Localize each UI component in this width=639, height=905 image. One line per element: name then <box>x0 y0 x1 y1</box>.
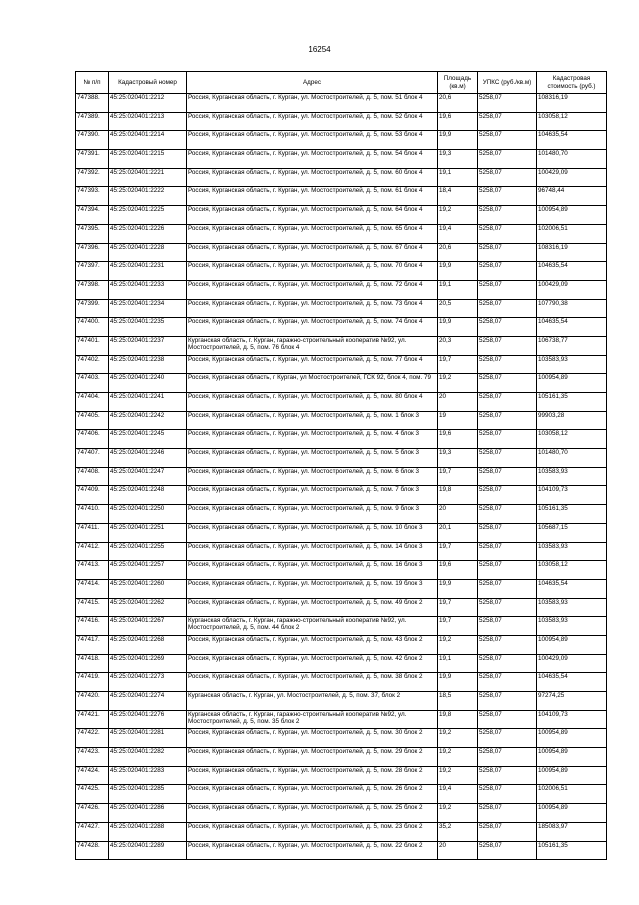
cadastral-number-cell: 45:25:020401:2235 <box>109 318 187 337</box>
table-row <box>76 411 607 430</box>
row-number-cell: 747409. <box>76 486 109 505</box>
upks-cell: 5258,07 <box>478 654 537 673</box>
cadastral-cost-cell: 103583,93 <box>537 542 607 561</box>
cadastral-cost-cell: 97274,25 <box>537 692 607 711</box>
cadastral-number-cell: 45:25:020401:2225 <box>109 206 187 225</box>
cadastral-cost-cell: 102006,51 <box>537 224 607 243</box>
cadastral-number-cell: 45:25:020401:2233 <box>109 280 187 299</box>
header-cadastral-cost: Кадастровая стоимость (руб.) <box>537 72 607 94</box>
upks-cell: 5258,07 <box>478 561 537 580</box>
address-cell: Россия, Курганская область, г Курган, ул Мостостроителей, ГСК 92, блок 4, пом. 79 <box>187 374 438 393</box>
cadastral-cost-cell: 104635,54 <box>537 318 607 337</box>
header-address: Адрес <box>187 72 438 94</box>
area-cell: 19,6 <box>438 561 478 580</box>
area-cell: 20 <box>438 393 478 412</box>
row-number-cell: 747414. <box>76 579 109 598</box>
cadastral-number-cell: 45:25:020401:2260 <box>109 579 187 598</box>
cadastral-cost-cell: 101480,70 <box>537 449 607 468</box>
table-row <box>76 617 607 636</box>
address-cell: Россия, Курганская область, г. Курган, ул. Мостостроителей, д. 5, пом. 42 блок 2 <box>187 654 438 673</box>
area-cell: 19,7 <box>438 467 478 486</box>
upks-cell: 5258,07 <box>478 411 537 430</box>
address-cell: Россия, Курганская область, г. Курган, ул. Мостостроителей, д. 5, пом. 65 блок 4 <box>187 224 438 243</box>
cadastral-cost-cell: 100954,89 <box>537 374 607 393</box>
cadastral-cost-cell: 100429,09 <box>537 654 607 673</box>
address-cell: Курганская область, г. Курган, гаражно-строительный кооператив №92, ул. Мостостроителей, д. 5, пом. 35 блок 2 <box>187 710 438 729</box>
address-cell: Россия, Курганская область, г. Курган, ул. Мостостроителей, д. 5, пом. 67 блок 4 <box>187 243 438 262</box>
upks-cell: 5258,07 <box>478 673 537 692</box>
address-cell: Россия, Курганская область, г. Курган, ул. Мостостроителей, д. 5, пом. 52 блок 4 <box>187 112 438 131</box>
cadastral-cost-cell: 108316,19 <box>537 94 607 113</box>
row-number-cell: 747404. <box>76 393 109 412</box>
upks-cell: 5258,07 <box>478 206 537 225</box>
address-cell: Россия, Курганская область, г. Курган, ул. Мостостроителей, д. 5, пом. 70 блок 4 <box>187 262 438 281</box>
area-cell: 19,1 <box>438 168 478 187</box>
table-row <box>76 710 607 729</box>
header-area: Площадь (кв.м) <box>438 72 478 94</box>
cadastral-cost-cell: 185083,97 <box>537 822 607 841</box>
cadastral-cost-cell: 96748,44 <box>537 187 607 206</box>
row-number-cell: 747397. <box>76 262 109 281</box>
cadastral-number-cell: 45:25:020401:2231 <box>109 262 187 281</box>
row-number-cell: 747424. <box>76 766 109 785</box>
table-row <box>76 243 607 262</box>
upks-cell: 5258,07 <box>478 635 537 654</box>
table-row <box>76 374 607 393</box>
address-cell: Россия, Курганская область, г. Курган, ул. Мостостроителей, д. 5, пом. 5 блок 3 <box>187 449 438 468</box>
area-cell: 19,2 <box>438 766 478 785</box>
address-cell: Россия, Курганская область, г. Курган, ул. Мостостроителей, д. 5, пом. 38 блок 2 <box>187 673 438 692</box>
cadastral-cost-cell: 99903,28 <box>537 411 607 430</box>
table-row <box>76 299 607 318</box>
cadastral-number-cell: 45:25:020401:2268 <box>109 635 187 654</box>
area-cell: 19,7 <box>438 617 478 636</box>
cadastral-cost-cell: 104635,54 <box>537 262 607 281</box>
cadastral-cost-cell: 108316,19 <box>537 243 607 262</box>
row-number-cell: 747425. <box>76 785 109 804</box>
cadastral-number-cell: 45:25:020401:2255 <box>109 542 187 561</box>
upks-cell: 5258,07 <box>478 280 537 299</box>
address-cell: Россия, Курганская область, г. Курган, ул. Мостостроителей, д. 5, пом. 61 блок 4 <box>187 187 438 206</box>
address-cell: Россия, Курганская область, г. Курган, ул. Мостостроителей, д. 5, пом. 53 блок 4 <box>187 131 438 150</box>
upks-cell: 5258,07 <box>478 187 537 206</box>
cadastral-number-cell: 45:25:020401:2267 <box>109 617 187 636</box>
upks-cell: 5258,07 <box>478 243 537 262</box>
address-cell: Курганская область, г. Курган, ул. Мостостроителей, д. 5, пом. 37, блок 2 <box>187 692 438 711</box>
table-body <box>76 94 607 860</box>
cadastral-cost-cell: 100954,89 <box>537 635 607 654</box>
table-row <box>76 449 607 468</box>
cadastral-number-cell: 45:25:020401:2241 <box>109 393 187 412</box>
table-row <box>76 635 607 654</box>
row-number-cell: 747401. <box>76 336 109 355</box>
cadastral-number-cell: 45:25:020401:2251 <box>109 523 187 542</box>
row-number-cell: 747405. <box>76 411 109 430</box>
table-row <box>76 729 607 748</box>
upks-cell: 5258,07 <box>478 505 537 524</box>
table-header-row <box>76 72 607 94</box>
cadastral-number-cell: 45:25:020401:2283 <box>109 766 187 785</box>
row-number-cell: 747412. <box>76 542 109 561</box>
row-number-cell: 747390. <box>76 131 109 150</box>
cadastral-cost-cell: 100954,89 <box>537 766 607 785</box>
upks-cell: 5258,07 <box>478 542 537 561</box>
address-cell: Россия, Курганская область, г. Курган, ул. Мостостроителей, д. 5, пом. 4 блок 3 <box>187 430 438 449</box>
upks-cell: 5258,07 <box>478 299 537 318</box>
area-cell: 19,9 <box>438 318 478 337</box>
cadastral-cost-cell: 102006,51 <box>537 785 607 804</box>
row-number-cell: 747410. <box>76 505 109 524</box>
cadastral-number-cell: 45:25:020401:2282 <box>109 748 187 767</box>
address-cell: Россия, Курганская область, г. Курган, ул. Мостостроителей, д. 5, пом. 26 блок 2 <box>187 785 438 804</box>
cadastral-value-table <box>75 71 607 860</box>
address-cell: Россия, Курганская область, г. Курган, ул. Мостостроителей, д. 5, пом. 30 блок 2 <box>187 729 438 748</box>
address-cell: Россия, Курганская область, г. Курган, ул. Мостостроителей, д. 5, пом. 25 блок 2 <box>187 804 438 823</box>
upks-cell: 5258,07 <box>478 336 537 355</box>
area-cell: 20,6 <box>438 94 478 113</box>
upks-cell: 5258,07 <box>478 224 537 243</box>
upks-cell: 5258,07 <box>478 374 537 393</box>
cadastral-cost-cell: 105161,35 <box>537 841 607 860</box>
cadastral-cost-cell: 103058,12 <box>537 561 607 580</box>
row-number-cell: 747421. <box>76 710 109 729</box>
row-number-cell: 747396. <box>76 243 109 262</box>
area-cell: 19,2 <box>438 729 478 748</box>
table-row <box>76 355 607 374</box>
address-cell: Россия, Курганская область, г. Курган, ул. Мостостроителей, д. 5, пом. 6 блок 3 <box>187 467 438 486</box>
area-cell: 20,6 <box>438 243 478 262</box>
table-row <box>76 280 607 299</box>
cadastral-number-cell: 45:25:020401:2237 <box>109 336 187 355</box>
row-number-cell: 747393. <box>76 187 109 206</box>
address-cell: Россия, Курганская область, г. Курган, ул. Мостостроителей, д. 5, пом. 7 блок 3 <box>187 486 438 505</box>
table-row <box>76 467 607 486</box>
area-cell: 19,7 <box>438 355 478 374</box>
address-cell: Россия, Курганская область, г. Курган, ул. Мостостроителей, д. 5, пом. 14 блок 3 <box>187 542 438 561</box>
upks-cell: 5258,07 <box>478 467 537 486</box>
cadastral-cost-cell: 100429,09 <box>537 280 607 299</box>
cadastral-cost-cell: 104109,73 <box>537 710 607 729</box>
cadastral-number-cell: 45:25:020401:2247 <box>109 467 187 486</box>
table-row <box>76 822 607 841</box>
address-cell: Россия, Курганская область, г. Курган, ул. Мостостроителей, д. 5, пом. 19 блок 3 <box>187 579 438 598</box>
upks-cell: 5258,07 <box>478 131 537 150</box>
row-number-cell: 747428. <box>76 841 109 860</box>
area-cell: 19,1 <box>438 280 478 299</box>
cadastral-number-cell: 45:25:020401:2246 <box>109 449 187 468</box>
cadastral-cost-cell: 105161,35 <box>537 393 607 412</box>
table-row <box>76 804 607 823</box>
header-num: № п/п <box>76 72 109 94</box>
cadastral-cost-cell: 100954,89 <box>537 748 607 767</box>
row-number-cell: 747402. <box>76 355 109 374</box>
cadastral-cost-cell: 107790,38 <box>537 299 607 318</box>
cadastral-number-cell: 45:25:020401:2269 <box>109 654 187 673</box>
area-cell: 19,9 <box>438 262 478 281</box>
row-number-cell: 747415. <box>76 598 109 617</box>
address-cell: Россия, Курганская область, г. Курган, ул. Мостостроителей, д. 5, пом. 77 блок 4 <box>187 355 438 374</box>
area-cell: 19,8 <box>438 486 478 505</box>
cadastral-number-cell: 45:25:020401:2262 <box>109 598 187 617</box>
table-row <box>76 523 607 542</box>
cadastral-number-cell: 45:25:020401:2228 <box>109 243 187 262</box>
upks-cell: 5258,07 <box>478 486 537 505</box>
area-cell: 19,9 <box>438 579 478 598</box>
area-cell: 19,7 <box>438 542 478 561</box>
table-row <box>76 598 607 617</box>
row-number-cell: 747406. <box>76 430 109 449</box>
upks-cell: 5258,07 <box>478 710 537 729</box>
cadastral-cost-cell: 101480,70 <box>537 150 607 169</box>
table-row <box>76 785 607 804</box>
cadastral-number-cell: 45:25:020401:2285 <box>109 785 187 804</box>
cadastral-cost-cell: 100954,89 <box>537 206 607 225</box>
cadastral-number-cell: 45:25:020401:2248 <box>109 486 187 505</box>
upks-cell: 5258,07 <box>478 430 537 449</box>
row-number-cell: 747422. <box>76 729 109 748</box>
address-cell: Россия, Курганская область, г. Курган, ул. Мостостроителей, д. 5, пом. 10 блок 3 <box>187 523 438 542</box>
row-number-cell: 747416. <box>76 617 109 636</box>
upks-cell: 5258,07 <box>478 692 537 711</box>
table-row <box>76 112 607 131</box>
cadastral-cost-cell: 103058,12 <box>537 112 607 131</box>
cadastral-cost-cell: 103583,93 <box>537 467 607 486</box>
table-row <box>76 748 607 767</box>
table-row <box>76 486 607 505</box>
cadastral-number-cell: 45:25:020401:2221 <box>109 168 187 187</box>
cadastral-number-cell: 45:25:020401:2226 <box>109 224 187 243</box>
table-row <box>76 692 607 711</box>
row-number-cell: 747399. <box>76 299 109 318</box>
cadastral-cost-cell: 103058,12 <box>537 430 607 449</box>
area-cell: 19,2 <box>438 748 478 767</box>
upks-cell: 5258,07 <box>478 748 537 767</box>
cadastral-number-cell: 45:25:020401:2250 <box>109 505 187 524</box>
row-number-cell: 747392. <box>76 168 109 187</box>
area-cell: 19,6 <box>438 112 478 131</box>
upks-cell: 5258,07 <box>478 168 537 187</box>
table-row <box>76 579 607 598</box>
table-row <box>76 561 607 580</box>
upks-cell: 5258,07 <box>478 841 537 860</box>
upks-cell: 5258,07 <box>478 729 537 748</box>
area-cell: 19,9 <box>438 673 478 692</box>
address-cell: Курганская область, г. Курган, гаражно-строительный кооператив №92, ул. Мостостроителей, д. 5, пом. 44 блок 2 <box>187 617 438 636</box>
upks-cell: 5258,07 <box>478 393 537 412</box>
cadastral-number-cell: 45:25:020401:2215 <box>109 150 187 169</box>
row-number-cell: 747403. <box>76 374 109 393</box>
table-row <box>76 542 607 561</box>
cadastral-number-cell: 45:25:020401:2242 <box>109 411 187 430</box>
row-number-cell: 747400. <box>76 318 109 337</box>
area-cell: 20 <box>438 505 478 524</box>
row-number-cell: 747391. <box>76 150 109 169</box>
table-row <box>76 168 607 187</box>
table-row <box>76 187 607 206</box>
address-cell: Россия, Курганская область, г. Курган, ул. Мостостроителей, д. 5, пом. 29 блок 2 <box>187 748 438 767</box>
table-row <box>76 505 607 524</box>
cadastral-cost-cell: 105161,35 <box>537 505 607 524</box>
area-cell: 18,4 <box>438 187 478 206</box>
row-number-cell: 747423. <box>76 748 109 767</box>
cadastral-number-cell: 45:25:020401:2274 <box>109 692 187 711</box>
upks-cell: 5258,07 <box>478 822 537 841</box>
cadastral-number-cell: 45:25:020401:2222 <box>109 187 187 206</box>
cadastral-number-cell: 45:25:020401:2214 <box>109 131 187 150</box>
upks-cell: 5258,07 <box>478 766 537 785</box>
address-cell: Россия, Курганская область, г. Курган, ул. Мостостроителей, д. 5, пом. 60 блок 4 <box>187 168 438 187</box>
address-cell: Россия, Курганская область, г. Курган, ул. Мостостроителей, д. 5, пом. 1 блок 3 <box>187 411 438 430</box>
upks-cell: 5258,07 <box>478 262 537 281</box>
upks-cell: 5258,07 <box>478 617 537 636</box>
address-cell: Россия, Курганская область, г. Курган, ул. Мостостроителей, д. 5, пом. 16 блок 3 <box>187 561 438 580</box>
area-cell: 19,7 <box>438 598 478 617</box>
table-row <box>76 262 607 281</box>
cadastral-cost-cell: 100429,09 <box>537 168 607 187</box>
cadastral-number-cell: 45:25:020401:2289 <box>109 841 187 860</box>
cadastral-number-cell: 45:25:020401:2234 <box>109 299 187 318</box>
header-cadastral-number: Кадастровый номер <box>109 72 187 94</box>
area-cell: 20,5 <box>438 299 478 318</box>
cadastral-number-cell: 45:25:020401:2288 <box>109 822 187 841</box>
row-number-cell: 747419. <box>76 673 109 692</box>
table-row <box>76 430 607 449</box>
upks-cell: 5258,07 <box>478 523 537 542</box>
cadastral-number-cell: 45:25:020401:2281 <box>109 729 187 748</box>
area-cell: 20,1 <box>438 523 478 542</box>
address-cell: Россия, Курганская область, г. Курган, ул. Мостостроителей, д. 5, пом. 74 блок 4 <box>187 318 438 337</box>
table-row <box>76 150 607 169</box>
row-number-cell: 747395. <box>76 224 109 243</box>
row-number-cell: 747388. <box>76 94 109 113</box>
area-cell: 19,2 <box>438 635 478 654</box>
cadastral-cost-cell: 100954,89 <box>537 804 607 823</box>
area-cell: 19,2 <box>438 804 478 823</box>
cadastral-cost-cell: 106738,77 <box>537 336 607 355</box>
table-row <box>76 131 607 150</box>
upks-cell: 5258,07 <box>478 449 537 468</box>
address-cell: Курганская область, г. Курган, гаражно-строительный кооператив №92, ул. Мостостроителей, д. 5, пом. 76 блок 4 <box>187 336 438 355</box>
area-cell: 19,2 <box>438 374 478 393</box>
table-row <box>76 224 607 243</box>
cadastral-cost-cell: 104635,54 <box>537 131 607 150</box>
cadastral-cost-cell: 103583,93 <box>537 598 607 617</box>
cadastral-number-cell: 45:25:020401:2212 <box>109 94 187 113</box>
table-row <box>76 336 607 355</box>
cadastral-cost-cell: 104635,54 <box>537 579 607 598</box>
table-row <box>76 654 607 673</box>
area-cell: 19,1 <box>438 654 478 673</box>
row-number-cell: 747398. <box>76 280 109 299</box>
table-row <box>76 841 607 860</box>
row-number-cell: 747413. <box>76 561 109 580</box>
row-number-cell: 747426. <box>76 804 109 823</box>
cadastral-number-cell: 45:25:020401:2276 <box>109 710 187 729</box>
table-row <box>76 318 607 337</box>
upks-cell: 5258,07 <box>478 318 537 337</box>
address-cell: Россия, Курганская область, г. Курган, ул. Мостостроителей, д. 5, пом. 43 блок 2 <box>187 635 438 654</box>
upks-cell: 5258,07 <box>478 579 537 598</box>
address-cell: Россия, Курганская область, г. Курган, ул. Мостостроителей, д. 5, пом. 22 блок 2 <box>187 841 438 860</box>
row-number-cell: 747407. <box>76 449 109 468</box>
row-number-cell: 747411. <box>76 523 109 542</box>
area-cell: 19,9 <box>438 131 478 150</box>
area-cell: 19,3 <box>438 150 478 169</box>
row-number-cell: 747417. <box>76 635 109 654</box>
address-cell: Россия, Курганская область, г. Курган, ул. Мостостроителей, д. 5, пом. 9 блок 3 <box>187 505 438 524</box>
area-cell: 20 <box>438 841 478 860</box>
upks-cell: 5258,07 <box>478 112 537 131</box>
row-number-cell: 747427. <box>76 822 109 841</box>
row-number-cell: 747394. <box>76 206 109 225</box>
table-row <box>76 206 607 225</box>
address-cell: Россия, Курганская область, г. Курган, ул. Мостостроителей, д. 5, пом. 49 блок 2 <box>187 598 438 617</box>
area-cell: 18,5 <box>438 692 478 711</box>
address-cell: Россия, Курганская область, г. Курган, ул. Мостостроителей, д. 5, пом. 80 блок 4 <box>187 393 438 412</box>
area-cell: 19 <box>438 411 478 430</box>
row-number-cell: 747389. <box>76 112 109 131</box>
cadastral-number-cell: 45:25:020401:2286 <box>109 804 187 823</box>
row-number-cell: 747408. <box>76 467 109 486</box>
area-cell: 20,3 <box>438 336 478 355</box>
area-cell: 19,8 <box>438 710 478 729</box>
cadastral-cost-cell: 104109,73 <box>537 486 607 505</box>
upks-cell: 5258,07 <box>478 785 537 804</box>
upks-cell: 5258,07 <box>478 94 537 113</box>
area-cell: 19,6 <box>438 430 478 449</box>
cadastral-cost-cell: 104635,54 <box>537 673 607 692</box>
upks-cell: 5258,07 <box>478 355 537 374</box>
area-cell: 19,3 <box>438 449 478 468</box>
upks-cell: 5258,07 <box>478 598 537 617</box>
cadastral-number-cell: 45:25:020401:2245 <box>109 430 187 449</box>
cadastral-number-cell: 45:25:020401:2257 <box>109 561 187 580</box>
address-cell: Россия, Курганская область, г. Курган, ул. Мостостроителей, д. 5, пом. 72 блок 4 <box>187 280 438 299</box>
table-row <box>76 673 607 692</box>
cadastral-number-cell: 45:25:020401:2238 <box>109 355 187 374</box>
address-cell: Россия, Курганская область, г. Курган, ул. Мостостроителей, д. 5, пом. 54 блок 4 <box>187 150 438 169</box>
cadastral-cost-cell: 103583,93 <box>537 617 607 636</box>
address-cell: Россия, Курганская область, г. Курган, ул. Мостостроителей, д. 5, пом. 51 блок 4 <box>187 94 438 113</box>
row-number-cell: 747420. <box>76 692 109 711</box>
cadastral-number-cell: 45:25:020401:2213 <box>109 112 187 131</box>
upks-cell: 5258,07 <box>478 150 537 169</box>
cadastral-cost-cell: 100954,89 <box>537 729 607 748</box>
upks-cell: 5258,07 <box>478 804 537 823</box>
cadastral-cost-cell: 105687,15 <box>537 523 607 542</box>
area-cell: 19,4 <box>438 224 478 243</box>
cadastral-number-cell: 45:25:020401:2273 <box>109 673 187 692</box>
address-cell: Россия, Курганская область, г. Курган, ул. Мостостроителей, д. 5, пом. 23 блок 2 <box>187 822 438 841</box>
area-cell: 19,4 <box>438 785 478 804</box>
cadastral-cost-cell: 103583,93 <box>537 355 607 374</box>
table-row <box>76 393 607 412</box>
header-upks: УПКС (руб./кв.м) <box>478 72 537 94</box>
area-cell: 35,2 <box>438 822 478 841</box>
cadastral-number-cell: 45:25:020401:2240 <box>109 374 187 393</box>
table-row <box>76 94 607 113</box>
page-number: 16254 <box>308 45 331 54</box>
address-cell: Россия, Курганская область, г. Курган, ул. Мостостроителей, д. 5, пом. 28 блок 2 <box>187 766 438 785</box>
table-row <box>76 766 607 785</box>
area-cell: 19,2 <box>438 206 478 225</box>
address-cell: Россия, Курганская область, г. Курган, ул. Мостостроителей, д. 5, пом. 73 блок 4 <box>187 299 438 318</box>
row-number-cell: 747418. <box>76 654 109 673</box>
address-cell: Россия, Курганская область, г. Курган, ул. Мостостроителей, д. 5, пом. 64 блок 4 <box>187 206 438 225</box>
